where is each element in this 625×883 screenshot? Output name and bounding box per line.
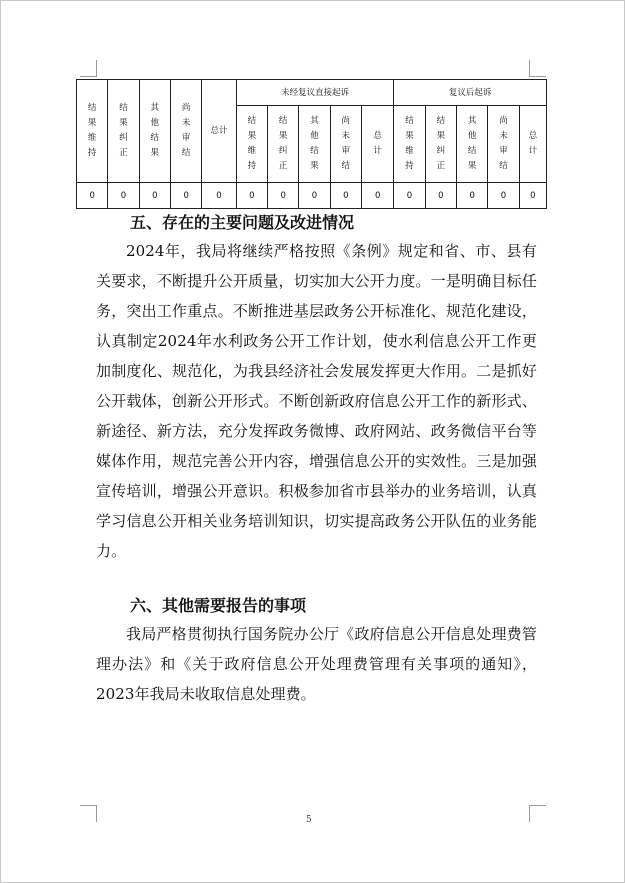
header-cell: 其他结果 (299, 106, 330, 183)
value-cell: 0 (299, 183, 330, 209)
value-cell: 0 (236, 183, 267, 209)
value-cell: 0 (330, 183, 361, 209)
value-cell: 0 (170, 183, 201, 209)
value-cell: 0 (488, 183, 519, 209)
crop-mark-bottom-left (80, 805, 97, 822)
value-cell: 0 (139, 183, 170, 209)
value-cell: 0 (394, 183, 425, 209)
crop-mark-bottom-right (529, 805, 546, 822)
paragraph-issues: 2024年，我局将继续严格按照《条例》规定和省、市、县有关要求，不断提升公开质量，切实加大公开力度。一是明确目标任务，突出工作重点。不断推进基层政务公开标准化、规范化建设，认真制定2024年水利政务公开工作计划，使水利信息公开工作更加制度化、规范化，为我县经济社会发展发挥更大作用。二是抓好公开载体，创新公开形式。不断创新政府信息公开工作的新形式、新途径、新方法，充分发挥政务微博、政府网站、政务微信平台等媒体作用，规范完善公开内容，增强信息公开的实效性。三是加强宣传培训，增强公开意识。积极参加省市县举办的业务培训，认真学习信息公开相关业务培训知识，切实提高政务公开队伍的业务能力。 (96, 242, 537, 560)
value-cell: 0 (457, 183, 488, 209)
section-heading-other-matters: 六、其他需要报告的事项 (130, 596, 307, 615)
table-row (77, 183, 547, 209)
group-header-after-review: 复议后起诉 (394, 80, 547, 106)
header-cell: 其他结果 (139, 80, 170, 183)
header-cell-total: 总计 (202, 80, 236, 183)
header-cell: 结果纠正 (425, 106, 456, 183)
header-cell: 尚未审结 (330, 106, 361, 183)
value-cell: 0 (519, 183, 546, 209)
page-number: 5 (306, 815, 312, 825)
litigation-stats-table (76, 79, 547, 209)
header-cell: 结果维持 (394, 106, 425, 183)
value-cell: 0 (108, 183, 139, 209)
crop-mark-top-right (529, 60, 546, 77)
value-cell: 0 (361, 183, 393, 209)
group-header-direct-suit: 未经复议直接起诉 (236, 80, 394, 106)
value-cell: 0 (268, 183, 299, 209)
header-cell: 结果纠正 (268, 106, 299, 183)
value-cell: 0 (77, 183, 108, 209)
header-cell: 结果维持 (236, 106, 267, 183)
header-cell-total: 总计 (361, 106, 393, 183)
header-cell: 结果维持 (77, 80, 108, 183)
value-cell: 0 (202, 183, 236, 209)
header-cell-total: 总计 (519, 106, 546, 183)
value-cell: 0 (425, 183, 456, 209)
crop-mark-top-left (80, 60, 97, 77)
header-cell: 其他结果 (457, 106, 488, 183)
paragraph-other-matters: 我局严格贯彻执行国务院办公厅《政府信息公开信息处理费管理办法》和《关于政府信息公开处理费管理有关事项的通知》，2023年我局未收取信息处理费。 (96, 625, 537, 703)
header-cell: 尚未审结 (488, 106, 519, 183)
header-cell: 结果纠正 (108, 80, 139, 183)
section-heading-issues: 五、存在的主要问题及改进情况 (130, 213, 355, 232)
header-cell: 尚未审结 (170, 80, 201, 183)
